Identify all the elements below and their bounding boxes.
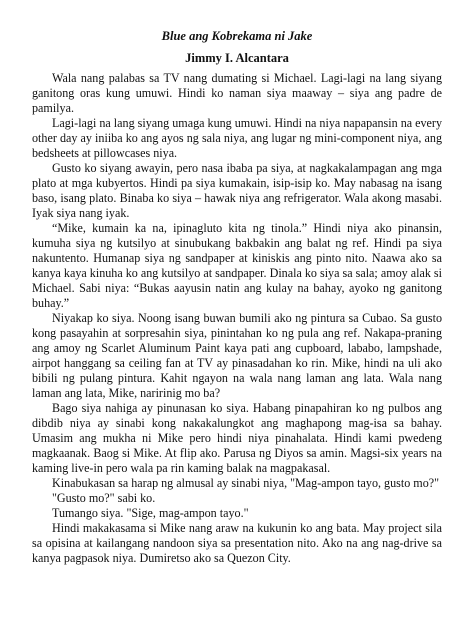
- story-body: [32, 71, 442, 566]
- paragraph: "Gusto mo?" sabi ko.: [52, 491, 156, 505]
- paragraph: Wala nang palabas sa TV nang dumating si Michael. Lagi-lagi na lang siyang ganitong oras kung umuwi. Hindi ko naman siya maaway – siya ang padre de pamilya.: [32, 71, 442, 115]
- paragraph: Tumango siya. "Sige, mag-ampon tayo.": [52, 506, 249, 520]
- paragraph: “Mike, kumain ka na, ipinagluto kita ng tinola.” Hindi niya ako pinansin, kumuha siya ng kutsilyo at sinubukang bakbakin ang balat ng ref. Hindi pa siya nakuntento. Humanap siya ng sandpaper at kiniskis ang pinto nito. Naawa ako sa kanya kaya kinuha ko ang kutsilyo at sandpaper. Dinala ko siya sa sala; amoy alak si Michael. Sabi niya: “Bukas aayusin natin ang kulay na bahay, ayoko ng ganitong buhay.”: [32, 221, 442, 310]
- paragraph: Gusto ko siyang awayin, pero nasa ibaba pa siya, at nagkakalampagan ang mga plato at mga kubyertos. Hindi pa siya kumakain, isip-isip ko. May nabasag na isang baso, isang plato. Binaba ko siya – hawak niya ang refrigerator. Wala akong masabi. Iyak siya nang iyak.: [32, 161, 442, 220]
- paragraph: Niyakap ko siya. Noong isang buwan bumili ako ng pintura sa Cubao. Sa gusto kong pasayahin at sorpresahin siya, pinintahan ko ng pula ang ref. Nakapa-praning ang amoy ng Scarlet Aluminum Paint kaya pati ang cupboard, lababo, lampshade, airpot hanggang sa ceiling fan at TV ay pinasadahan ko rin. Mike, hindi na uli ako bibili ng pulang pintura. Kahit ngayon na wala nang laman ang lata. Wala nang laman ang lata, Mike, naririnig mo ba?: [32, 311, 442, 400]
- story-title: Blue ang Kobrekama ni Jake: [161, 29, 313, 43]
- paragraph: Hindi makakasama si Mike nang araw na kukunin ko ang bata. May project sila sa opisina at kailangang nandoon siya sa presentation nito. Ako na ang nag-drive sa kanya pagpasok niya. Dumiretso ako sa Quezon City.: [32, 521, 442, 565]
- paragraph: Bago siya nahiga ay pinunasan ko siya. Habang pinapahiran ko ng pulbos ang dibdib niya ay sinabi kong nakakalungkot ang maghapong mag-isa sa bahay. Umasim ang mukha ni Mike pero hindi niya pinahalata. Hindi kami pwedeng magkaanak. Baog si Mike. At flip ako. Parusa ng Diyos sa amin. Magsi-six years na kaming live-in pero wala pa rin kaming balak na magpakasal.: [32, 401, 442, 475]
- paragraph: Kinabukasan sa harap ng almusal ay sinabi niya, "Mag-ampon tayo, gusto mo?": [52, 476, 440, 490]
- story-author: Jimmy I. Alcantara: [185, 51, 289, 65]
- paragraph: Lagi-lagi na lang siyang umaga kung umuwi. Hindi na niya napapansin na every other day ay iniiba ko ang ayos ng sala niya, ang lugar ng mini-component niya, ang bedsheets at pillowcases niya.: [32, 116, 442, 160]
